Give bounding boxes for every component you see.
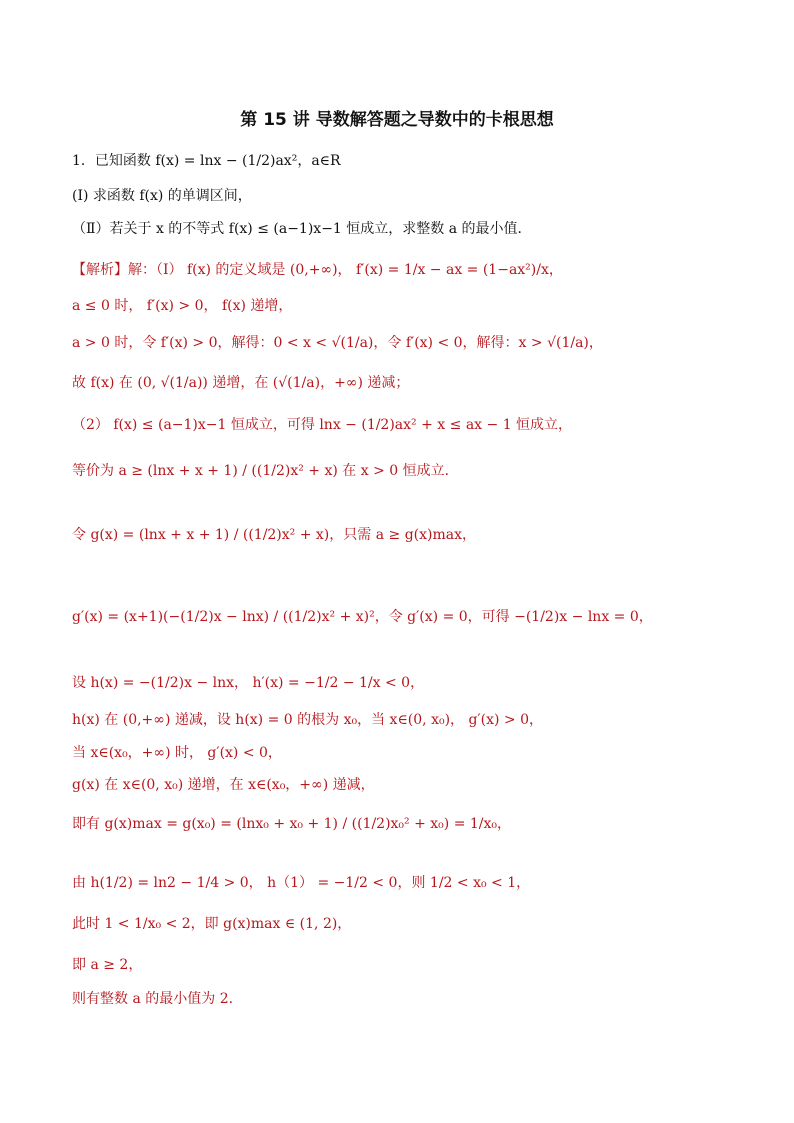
solution-line: h(x) 在 (0,+∞) 递减，设 h(x) = 0 的根为 x₀，当 x∈(0, x₀)， g′(x) > 0， [72,712,543,728]
solution-line: 此时 1 < 1/x₀ < 2，即 g(x)max ∈ (1, 2)， [72,916,352,932]
solution-line: 当 x∈(x₀，+∞) 时， g′(x) < 0， [72,745,282,761]
solution-line: （2） f(x) ≤ (a−1)x−1 恒成立，可得 lnx − (1/2)ax² + x ≤ ax − 1 恒成立， [72,417,573,433]
final-answer: 则有整数 a 的最小值为 2． [72,991,243,1007]
part-1-question: (Ⅰ) 求函数 f(x) 的单调区间， [72,188,252,204]
solution-line: 设 h(x) = −(1/2)x − lnx， h′(x) = −1/2 − 1/x < 0， [72,675,425,691]
page-title: 第 15 讲 导数解答题之导数中的卡根思想 [240,110,554,130]
solution-line: 即有 g(x)max = g(x₀) = (lnx₀ + x₀ + 1) / ((1/2)x₀² + x₀) = 1/x₀， [72,816,512,832]
solution-line: 令 g(x) = (lnx + x + 1) / ((1/2)x² + x)，只需 a ≥ g(x)max， [72,527,476,543]
solution-line: 【解析】解：（Ⅰ） f(x) 的定义域是 (0,+∞)， f′(x) = 1/x − ax = (1−ax²)/x， [72,262,563,278]
solution-line: g(x) 在 x∈(0, x₀) 递增，在 x∈(x₀，+∞) 递减， [72,777,375,793]
solution-line: 由 h(1/2) = ln2 − 1/4 > 0， h（1） = −1/2 < 0，则 1/2 < x₀ < 1， [72,875,531,891]
solution-line: 等价为 a ≥ (lnx + x + 1) / ((1/2)x² + x) 在 x > 0 恒成立． [72,463,459,479]
part-2-question: （Ⅱ）若关于 x 的不等式 f(x) ≤ (a−1)x−1 恒成立，求整数 a 的最小值． [72,221,532,237]
solution-line: 即 a ≥ 2， [72,957,143,973]
solution-line: a ≤ 0 时， f′(x) > 0， f(x) 递增， [72,298,293,314]
solution-line: a > 0 时，令 f′(x) > 0，解得：0 < x < √(1/a)，令 f′(x) < 0，解得：x > √(1/a)， [72,335,603,351]
solution-line: g′(x) = (x+1)(−(1/2)x − lnx) / ((1/2)x² + x)²，令 g′(x) = 0，可得 −(1/2)x − lnx = 0， [72,609,653,625]
problem-statement: 1．已知函数 f(x) = lnx − (1/2)ax²，a∈R [72,153,341,169]
solution-line: 故 f(x) 在 (0, √(1/a)) 递增，在 (√(1/a)，+∞) 递减； [72,375,410,391]
